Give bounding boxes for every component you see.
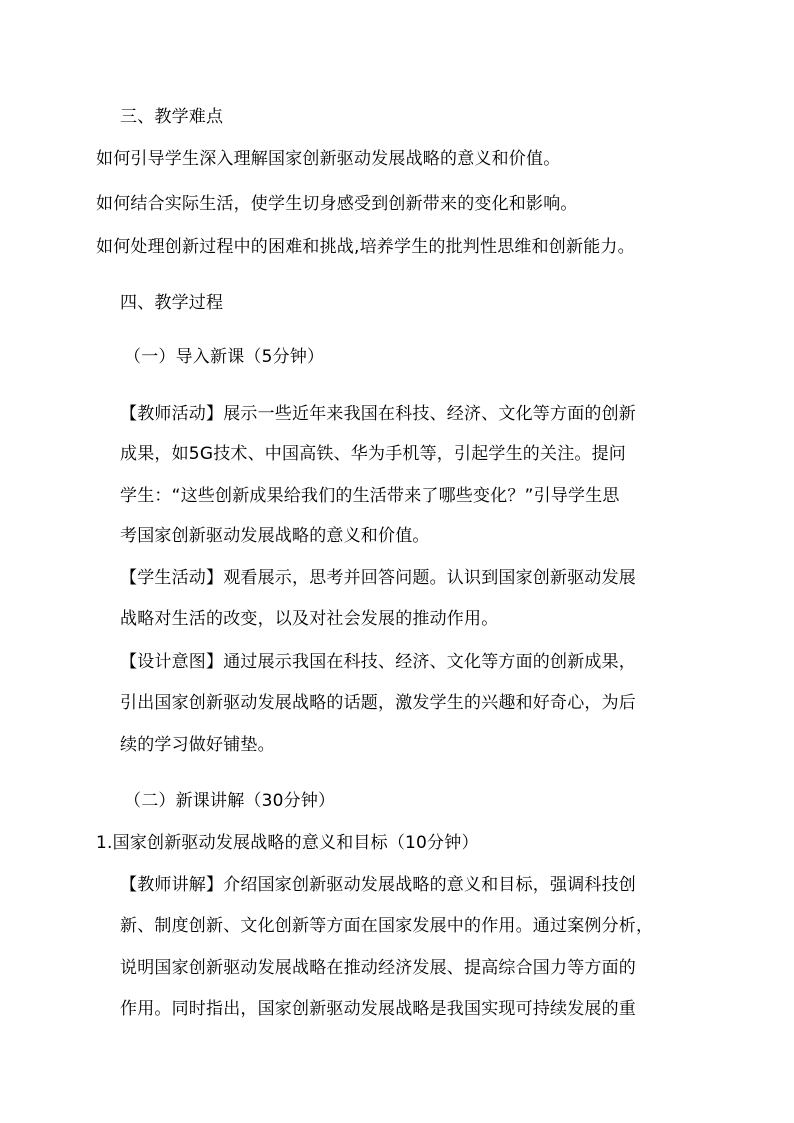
teacher-lecture-line: 【教师讲解】介绍国家创新驱动发展战略的意义和目标，强调科技创 (120, 875, 636, 895)
topic-heading-strategy-significance: 1.国家创新驱动发展战略的意义和目标（10分钟） (96, 833, 479, 853)
difficulty-item: 如何处理创新过程中的困难和挑战,培养学生的批判性思维和创新能力。 (96, 237, 635, 257)
design-intent-line: 续的学习做好铺垫。 (120, 735, 275, 755)
teacher-activity-line: 【教师活动】展示一些近年来我国在科技、经济、文化等方面的创新 (120, 404, 636, 424)
section-heading-teaching-difficulties: 三、教学难点 (120, 107, 224, 127)
teacher-lecture-line: 说明国家创新驱动发展战略在推动经济发展、提高综合国力等方面的 (120, 958, 636, 978)
difficulty-item: 如何结合实际生活，使学生切身感受到创新带来的变化和影响。 (96, 194, 578, 214)
teacher-activity-line: 考国家创新驱动发展战略的意义和价值。 (120, 526, 430, 546)
teacher-activity-line: 学生：“这些创新成果给我们的生活带来了哪些变化？”引导学生思 (120, 486, 620, 506)
subsection-heading-new-lesson: （二）新课讲解（30分钟） (124, 791, 336, 811)
design-intent-line: 引出国家创新驱动发展战略的话题，激发学生的兴趣和好奇心，为后 (120, 693, 636, 713)
teacher-lecture-line: 作用。同时指出，国家创新驱动发展战略是我国实现可持续发展的重 (120, 999, 636, 1019)
teacher-activity-line: 成果，如5G技术、中国高铁、华为手机等，引起学生的关注。提问 (120, 444, 626, 464)
design-intent-line: 【设计意图】通过展示我国在科技、经济、文化等方面的创新成果， (120, 652, 636, 672)
student-activity-line: 【学生活动】观看展示，思考并回答问题。认识到国家创新驱动发展 (120, 568, 636, 588)
teacher-lecture-line: 新、制度创新、文化创新等方面在国家发展中的作用。通过案例分析， (120, 916, 654, 936)
difficulty-item: 如何引导学生深入理解国家创新驱动发展战略的意义和价值。 (96, 149, 561, 169)
student-activity-line: 战略对生活的改变，以及对社会发展的推动作用。 (120, 609, 499, 629)
subsection-heading-intro: （一）导入新课（5分钟） (124, 347, 325, 367)
section-heading-teaching-process: 四、教学过程 (120, 293, 224, 313)
